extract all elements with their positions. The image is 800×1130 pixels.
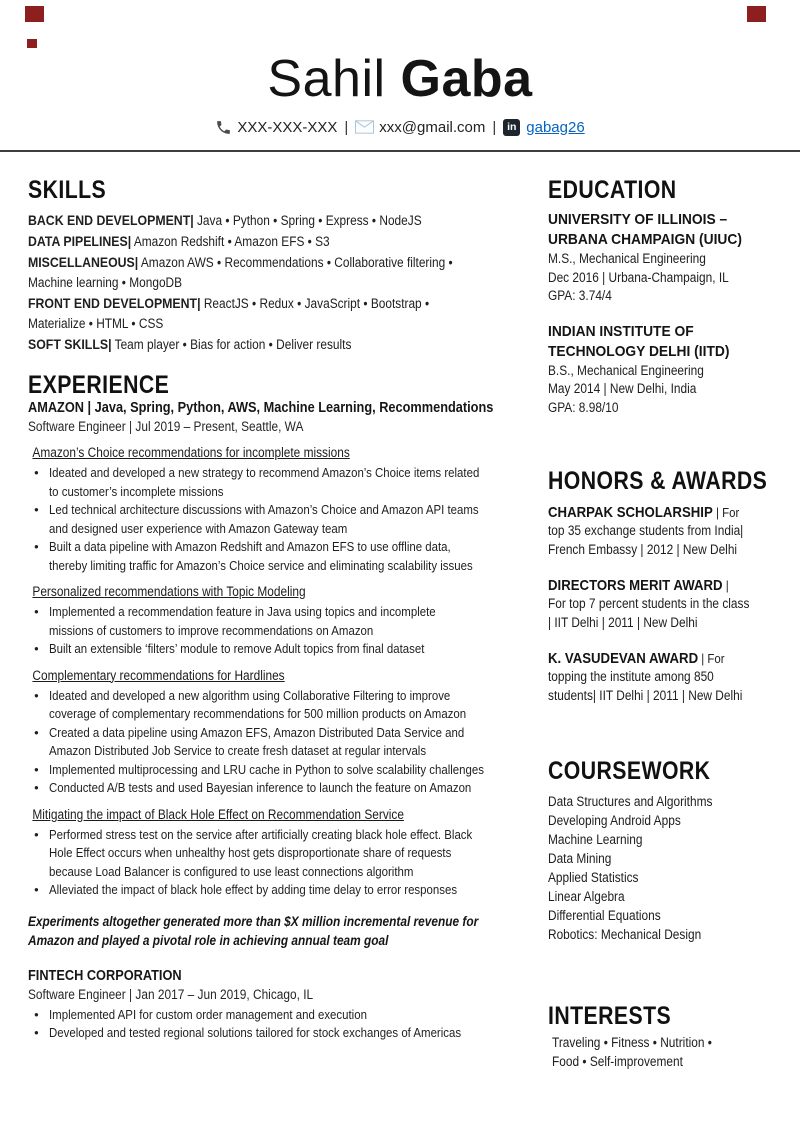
bullet-item: ● Implemented API for custom order management and execution	[28, 1006, 540, 1025]
bullet-item: ● Built a data pipeline with Amazon Redshift and Amazon EFS to use offline data, thereby limiting traffic for Amazon’s Choice service and eliminating scalability issues	[28, 538, 540, 575]
school-name: INDIAN INSTITUTE OF	[548, 322, 694, 340]
skill-row: FRONT END DEVELOPMENT| ReactJS • Redux • JavaScript • Bootstrap •	[28, 295, 430, 311]
skill-row: MISCELLANEOUS| Amazon AWS • Recommendations • Collaborative filtering •	[28, 254, 453, 270]
school-name: UNIVERSITY OF ILLINOIS –	[548, 211, 728, 228]
linkedin-icon: in	[503, 119, 520, 136]
separator: |	[492, 118, 497, 136]
award: CHARPAK SCHOLARSHIP | For top 35 exchange students from India| French Embassy | 2012 | New Delhi	[548, 504, 744, 557]
corner-accent-top-left-small	[27, 39, 37, 48]
award: DIRECTORS MERIT AWARD | For top 7 percent students in the class | IIT Delhi | 2011 | New Delhi	[548, 577, 750, 630]
section-heading-skills: SKILLS	[28, 176, 107, 204]
bullet-item: ● Conducted A/B tests and used Bayesian inference to launch the feature on Amazon	[28, 779, 540, 798]
job-title: AMAZON | Java, Spring, Python, AWS, Machine Learning, Recommendations	[28, 400, 494, 416]
course-item: Data Mining	[548, 851, 612, 866]
last-name: Gaba	[400, 50, 533, 108]
bullet-item: ● Implemented multiprocessing and LRU cache in Python to solve scalability challenges	[28, 761, 540, 780]
course-item: Machine Learning	[548, 832, 643, 847]
right-column	[548, 176, 796, 1071]
project-title: Complementary recommendations for Hardlines	[32, 667, 285, 683]
project-title: Personalized recommendations with Topic Modeling	[32, 584, 306, 599]
section-heading-honors: HONORS & AWARDS	[548, 467, 768, 495]
coursework-list	[548, 792, 796, 944]
course-item: Developing Android Apps	[548, 813, 681, 828]
project	[28, 667, 540, 798]
education-list	[548, 210, 796, 417]
section-heading-coursework: COURSEWORK	[548, 757, 711, 785]
project	[28, 444, 540, 575]
bullet-item: ● Ideated and developed a new algorithm using Collaborative Filtering to improve coverage of complementary recommendations for 500 million products on Amazon	[28, 687, 540, 724]
separator: |	[344, 118, 349, 136]
bullet-item: ● Created a data pipeline using Amazon EFS, Amazon Distributed Data Service and Amazon Distributed Job Service to create fresh dataset at regular intervals	[28, 724, 540, 761]
course-item: Robotics: Mechanical Design	[548, 927, 702, 942]
school-date-location: Dec 2016 | Urbana-Champaign, IL	[548, 269, 729, 285]
experience-highlight: Experiments altogether generated more than $X million incremental revenue for Amazon and played a pivotal role in achieving annual team goal	[28, 913, 479, 948]
project	[28, 583, 540, 659]
bullet-item: ● Performed stress test on the service after artificially creating black hole effect. Black Hole Effect occurs when unhealthy host gets disproportionate share of requests because Load Balancer is configured to use least connections algorithm	[28, 826, 540, 882]
project-title: Mitigating the impact of Black Hole Effect on Recommendation Service	[32, 806, 404, 822]
school-gpa: GPA: 8.98/10	[548, 399, 619, 415]
envelope-icon	[355, 120, 374, 134]
school-degree: B.S., Mechanical Engineering	[548, 362, 704, 378]
job-meta: Software Engineer | Jul 2019 – Present, Seattle, WA	[28, 419, 304, 434]
job-meta: Software Engineer | Jan 2017 – Jun 2019, Chicago, IL	[28, 986, 314, 1002]
awards-list	[548, 503, 796, 705]
phone-number: XXX-XXX-XXX	[237, 118, 338, 136]
award-name: DIRECTORS MERIT AWARD	[548, 577, 723, 594]
page-title	[0, 50, 800, 108]
award-name: K. VASUDEVAN AWARD	[548, 650, 699, 667]
corner-accent-top-right	[747, 6, 766, 22]
bullet-item: ● Implemented a recommendation feature in Java using topics and incomplete missions of customers to improve recommendations on Amazon	[28, 603, 540, 640]
phone-handset-icon	[215, 119, 232, 136]
project-title: Amazon’s Choice recommendations for incomplete missions	[32, 445, 350, 460]
email-address: xxx@gmail.com	[379, 118, 486, 136]
course-item: Differential Equations	[548, 908, 661, 923]
school-uiuc	[548, 210, 796, 306]
job-amazon	[28, 399, 540, 951]
skill-row: SOFT SKILLS| Team player • Bias for action • Deliver results	[28, 336, 352, 352]
school-iitd	[548, 322, 796, 418]
section-heading-interests: INTERESTS	[548, 1002, 672, 1030]
course-item: Applied Statistics	[548, 870, 639, 885]
bullet-list	[28, 464, 540, 575]
bullet-list	[28, 826, 540, 900]
bullet-item: ● Developed and tested regional solutions tailored for stock exchanges of Americas	[28, 1024, 540, 1043]
skill-row: BACK END DEVELOPMENT| Java • Python • Spring • Express • NodeJS	[28, 212, 422, 228]
skill-row: Machine learning • MongoDB	[28, 275, 183, 290]
interests-text: Traveling • Fitness • Nutrition • Food • Self-improvement	[552, 1035, 712, 1069]
bullet-item: ● Led technical architecture discussions with Amazon’s Choice and Amazon API teams and designed user experience with Amazon Gateway team	[28, 501, 540, 538]
content-columns	[0, 152, 800, 1071]
bullet-list	[28, 1006, 540, 1043]
bullet-list	[28, 603, 540, 659]
course-item: Linear Algebra	[548, 889, 625, 904]
first-name: Sahil	[267, 50, 386, 108]
school-gpa: GPA: 3.74/4	[548, 288, 612, 303]
school-name: URBANA CHAMPAIGN (UIUC)	[548, 231, 742, 248]
contact-bar	[0, 117, 800, 137]
skill-row: Materialize • HTML • CSS	[28, 316, 164, 331]
linkedin-link[interactable]: gabag26	[526, 118, 585, 136]
bullet-item: ● Built an extensible ‘filters’ module to remove Adult topics from final dataset	[28, 640, 540, 659]
award: K. VASUDEVAN AWARD | For topping the institute among 850 students| IIT Delhi | 2011 | New Delhi	[548, 650, 743, 703]
job-title: FINTECH CORPORATION	[28, 967, 182, 984]
bullet-list	[28, 687, 540, 798]
award-name: CHARPAK SCHOLARSHIP	[548, 504, 713, 521]
skill-row: DATA PIPELINES| Amazon Redshift • Amazon EFS • S3	[28, 233, 330, 249]
bullet-item: ● Ideated and developed a new strategy to recommend Amazon’s Choice items related to customer’s incomplete missions	[28, 464, 540, 501]
section-heading-education: EDUCATION	[548, 176, 677, 204]
school-degree: M.S., Mechanical Engineering	[548, 251, 706, 266]
section-heading-experience: EXPERIENCE	[28, 371, 170, 399]
school-name: TECHNOLOGY DELHI (IITD)	[548, 342, 730, 360]
job-fintech	[28, 967, 540, 1043]
school-date-location: May 2014 | New Delhi, India	[548, 381, 697, 396]
project	[28, 806, 540, 900]
bullet-item: ● Alleviated the impact of black hole effect by adding time delay to error responses	[28, 881, 540, 900]
course-item: Data Structures and Algorithms	[548, 794, 713, 809]
left-column	[28, 176, 540, 1043]
corner-accent-top-left	[25, 6, 44, 22]
skills-list	[28, 210, 540, 355]
